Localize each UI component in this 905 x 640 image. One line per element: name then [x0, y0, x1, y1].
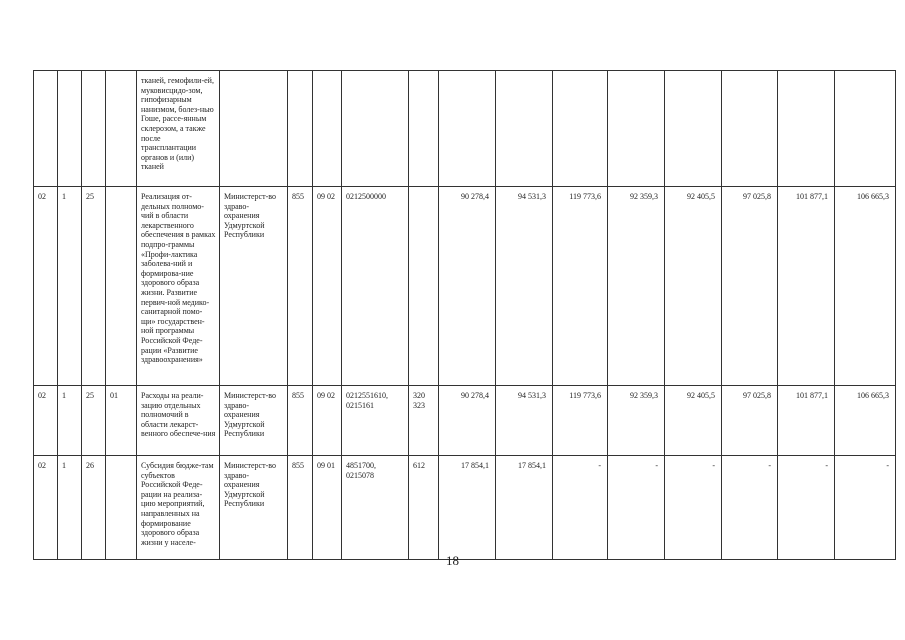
csr-cell: 0212551610, 0215161	[342, 386, 409, 456]
value-cell: 101 877,1	[778, 386, 835, 456]
gp-cell: 02	[34, 187, 58, 386]
value-cell: 17 854,1	[496, 456, 553, 560]
vr-cell: 612	[409, 456, 439, 560]
grbs-cell	[288, 71, 313, 187]
value-cell: 92 405,5	[665, 187, 722, 386]
value-cell: -	[553, 456, 608, 560]
grbs-cell: 855	[288, 456, 313, 560]
value-cell: 92 405,5	[665, 386, 722, 456]
value-cell: -	[835, 456, 896, 560]
csr-cell: 0212500000	[342, 187, 409, 386]
name-cell: Расходы на реали-зацию отдельных полномочий в области лекарст-венного обеспече-ния	[137, 386, 220, 456]
executor-cell: Министерст-во здраво-охранения Удмуртской Республики	[220, 187, 288, 386]
budget-table	[33, 70, 896, 560]
value-cell	[553, 71, 608, 187]
vr-cell: 320 323	[409, 386, 439, 456]
value-cell: 90 278,4	[439, 386, 496, 456]
value-cell: 97 025,8	[722, 187, 778, 386]
om-cell: 25	[82, 386, 106, 456]
pp-cell: 1	[58, 456, 82, 560]
pp-cell: 1	[58, 386, 82, 456]
value-cell	[608, 71, 665, 187]
value-cell: 94 531,3	[496, 386, 553, 456]
value-cell: 17 854,1	[439, 456, 496, 560]
value-cell: -	[722, 456, 778, 560]
rzpr-cell: 09 02	[313, 386, 342, 456]
value-cell: 90 278,4	[439, 187, 496, 386]
value-cell: 119 773,6	[553, 386, 608, 456]
value-cell: 94 531,3	[496, 187, 553, 386]
table-row	[34, 386, 896, 456]
value-cell: 101 877,1	[778, 187, 835, 386]
value-cell	[496, 71, 553, 187]
value-cell: 97 025,8	[722, 386, 778, 456]
grbs-cell: 855	[288, 386, 313, 456]
value-cell	[835, 71, 896, 187]
value-cell	[665, 71, 722, 187]
om-cell: 26	[82, 456, 106, 560]
gp-cell: 02	[34, 456, 58, 560]
pp-cell	[58, 71, 82, 187]
rzpr-cell: 09 02	[313, 187, 342, 386]
executor-cell: Министерст-во здраво-охранения Удмуртской Республики	[220, 386, 288, 456]
value-cell: -	[608, 456, 665, 560]
value-cell: -	[665, 456, 722, 560]
value-cell	[439, 71, 496, 187]
value-cell: 92 359,3	[608, 386, 665, 456]
om-cell	[82, 71, 106, 187]
m-cell	[106, 187, 137, 386]
value-cell	[722, 71, 778, 187]
page-number: 18	[446, 553, 459, 568]
vr-cell	[409, 187, 439, 386]
rzpr-cell	[313, 71, 342, 187]
rzpr-cell: 09 01	[313, 456, 342, 560]
name-cell: Субсидия бюдже-там субъектов Российской Феде-рации на реализа-цию мероприятий, направленных на формирование здорового образа жизни у населе-	[137, 456, 220, 560]
value-cell: 119 773,6	[553, 187, 608, 386]
m-cell	[106, 456, 137, 560]
table-row	[34, 71, 896, 187]
executor-cell	[220, 71, 288, 187]
table-row	[34, 456, 896, 560]
grbs-cell: 855	[288, 187, 313, 386]
value-cell: 92 359,3	[608, 187, 665, 386]
om-cell: 25	[82, 187, 106, 386]
csr-cell: 4851700, 0215078	[342, 456, 409, 560]
m-cell	[106, 71, 137, 187]
executor-cell: Министерст-во здраво-охранения Удмуртской Республики	[220, 456, 288, 560]
m-cell: 01	[106, 386, 137, 456]
value-cell: 106 665,3	[835, 386, 896, 456]
gp-cell	[34, 71, 58, 187]
vr-cell	[409, 71, 439, 187]
value-cell: 106 665,3	[835, 187, 896, 386]
table-row	[34, 187, 896, 386]
name-cell: тканей, гемофили-ей, муковисцидо-зом, гипофизарным нанизмом, болез-нью Гоше, рассе-янным склерозом, а также после трансплантации органов и (или) тканей	[137, 71, 220, 187]
gp-cell: 02	[34, 386, 58, 456]
value-cell	[778, 71, 835, 187]
pp-cell: 1	[58, 187, 82, 386]
name-cell: Реализация от-дельных полномо-чий в области лекарственного обеспечения в рамках подпро-граммы «Профи-лактика заболева-ний и формирова-ние здорового образа жизни. Развитие первич-ной медико-санитарной помо-щи» государствен-ной программы Российской Феде-рации «Развитие здравоохранения»	[137, 187, 220, 386]
csr-cell	[342, 71, 409, 187]
value-cell: -	[778, 456, 835, 560]
